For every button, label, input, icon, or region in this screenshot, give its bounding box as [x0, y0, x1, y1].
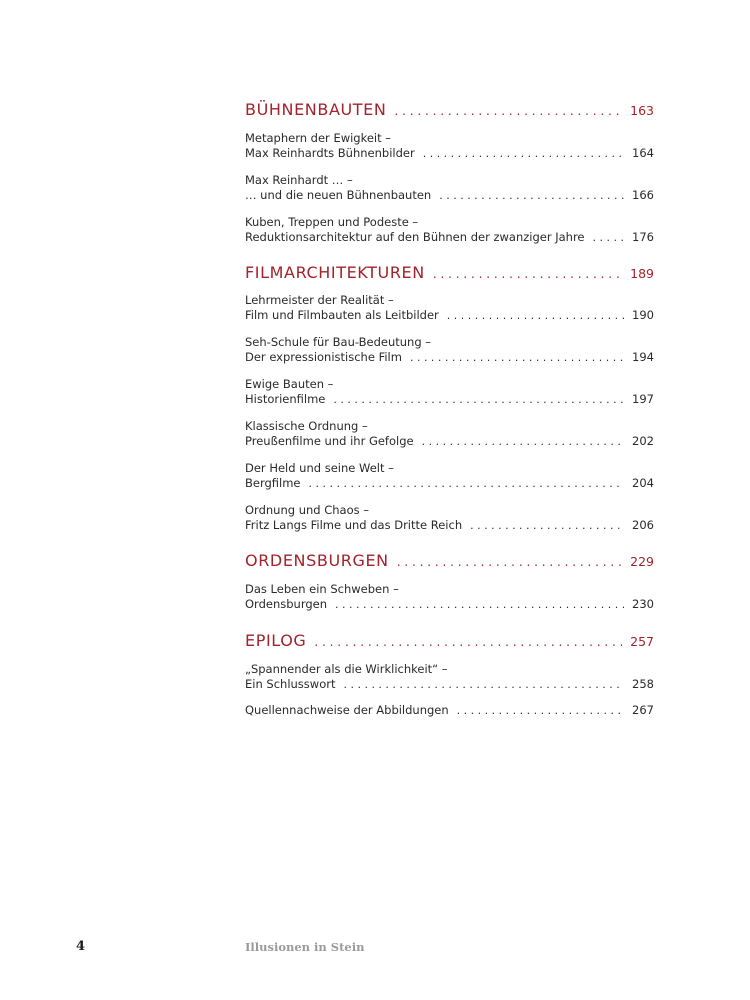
section-page-number: 189 — [630, 266, 654, 281]
dot-leader — [333, 393, 624, 406]
entry-page-number: 258 — [632, 677, 654, 691]
entry-line1: Seh-Schule für Bau-Bedeutung – — [245, 335, 432, 349]
entry-page-number: 176 — [632, 230, 654, 244]
dot-leader — [422, 435, 624, 448]
entry-page-number: 194 — [632, 350, 654, 364]
section-page-number: 163 — [630, 103, 654, 118]
toc-entry[interactable] — [245, 308, 654, 322]
entry-title: Fritz Langs Filme und das Dritte Reich — [245, 518, 463, 532]
entry-page-number: 197 — [632, 392, 654, 406]
section-title: EPILOG — [245, 631, 307, 650]
dot-leader — [314, 635, 622, 649]
entry-page-number: 267 — [632, 703, 654, 717]
entry-line1: Metaphern der Ewigkeit – — [245, 131, 392, 145]
entry-title: … und die neuen Bühnenbauten — [245, 188, 432, 202]
entry-page-number: 204 — [632, 476, 654, 490]
entry-title: Ein Schlusswort — [245, 677, 336, 691]
toc-entry[interactable] — [245, 392, 654, 406]
toc-entry[interactable] — [245, 146, 654, 160]
dot-leader — [410, 351, 624, 364]
toc-entry[interactable] — [245, 703, 654, 717]
entry-page-number: 166 — [632, 188, 654, 202]
dot-leader — [593, 231, 624, 244]
toc-entry[interactable] — [245, 597, 654, 611]
entry-title: Max Reinhardts Bühnenbilder — [245, 146, 415, 160]
entry-page-number: 206 — [632, 518, 654, 532]
entry-page-number: 190 — [632, 308, 654, 322]
entry-page-number: 230 — [632, 597, 654, 611]
toc-entry[interactable] — [245, 677, 654, 691]
footer-page-number: 4 — [76, 939, 86, 954]
section-heading-ordensburgen[interactable] — [245, 551, 654, 570]
entry-title: Historienfilme — [245, 392, 326, 406]
entry-title: Bergfilme — [245, 476, 301, 490]
section-page-number: 229 — [630, 554, 654, 569]
toc-entry[interactable] — [245, 188, 654, 202]
entry-line1: Kuben, Treppen und Podeste – — [245, 215, 419, 229]
entry-title: Preußenfilme und ihr Gefolge — [245, 434, 414, 448]
section-heading-buehnenbauten[interactable] — [245, 100, 654, 119]
section-title: FILMARCHITEKTUREN — [245, 263, 425, 282]
dot-leader — [439, 189, 624, 202]
entry-line1: Lehrmeister der Realität – — [245, 293, 394, 307]
entry-line1: Das Leben ein Schweben – — [245, 582, 399, 596]
entry-page-number: 164 — [632, 146, 654, 160]
toc-entry[interactable] — [245, 350, 654, 364]
dot-leader — [457, 704, 624, 717]
entry-title: Der expressionistische Film — [245, 350, 402, 364]
entry-title: Reduktionsarchitektur auf den Bühnen der zwanziger Jahre — [245, 230, 585, 244]
dot-leader — [447, 309, 624, 322]
entry-title: Film und Filmbauten als Leitbilder — [245, 308, 439, 322]
dot-leader — [343, 678, 624, 691]
toc-entry[interactable] — [245, 518, 654, 532]
entry-line1: Klassische Ordnung – — [245, 419, 368, 433]
entry-line1: Der Held und seine Welt – — [245, 461, 394, 475]
dot-leader — [309, 477, 624, 490]
section-title: ORDENSBURGEN — [245, 551, 389, 570]
dot-leader — [397, 555, 622, 569]
toc-entry[interactable] — [245, 230, 654, 244]
dot-leader — [433, 267, 622, 281]
footer-book-title: Illusionen in Stein — [245, 940, 365, 954]
dot-leader — [423, 147, 624, 160]
section-page-number: 257 — [630, 634, 654, 649]
dot-leader — [335, 598, 624, 611]
toc-entry[interactable] — [245, 434, 654, 448]
toc-entry[interactable] — [245, 476, 654, 490]
entry-title: Ordensburgen — [245, 597, 328, 611]
entry-page-number: 202 — [632, 434, 654, 448]
dot-leader — [394, 104, 622, 118]
entry-line1: Ordnung und Chaos – — [245, 503, 370, 517]
entry-line1: Ewige Bauten – — [245, 377, 334, 391]
entry-line1: „Spannender als die Wirklichkeit“ – — [245, 662, 448, 676]
dot-leader — [470, 519, 624, 532]
section-title: BÜHNENBAUTEN — [245, 100, 387, 119]
entry-title: Quellennachweise der Abbildungen — [245, 703, 449, 717]
section-heading-epilog[interactable] — [245, 631, 654, 650]
section-heading-filmarchitekturen[interactable] — [245, 263, 654, 282]
entry-line1: Max Reinhardt … – — [245, 173, 353, 187]
